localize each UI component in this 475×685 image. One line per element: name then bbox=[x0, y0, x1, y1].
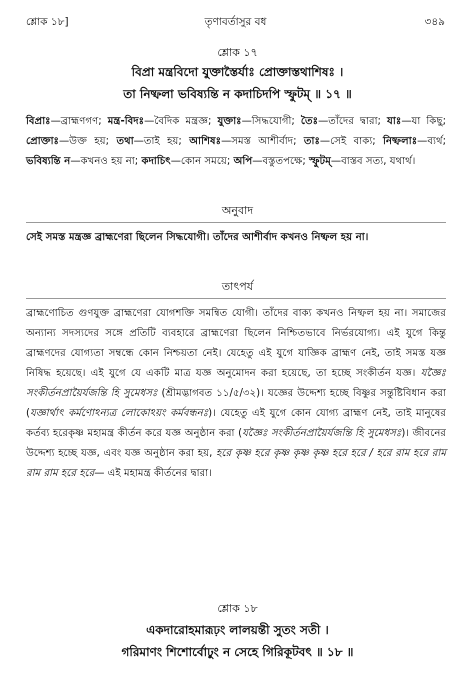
verse-17-number: শ্লোক ১৭ bbox=[217, 46, 258, 59]
synonym-meaning: —সেই বাক্য; bbox=[319, 136, 384, 147]
purport-segment: (শ্রীমদ্ভাগবত ১১/৫/৩২)। যজ্ঞের উদ্দেশ্য হচ্ছে বিষ্ণুর সন্তুষ্টিবিধান করা ( bbox=[26, 388, 447, 419]
verse-17-line-1: বিপ্রা মন্ত্রবিদো যুক্তাস্তৈর্যাঃ প্রোক্তাস্তথাশিষঃ । bbox=[131, 65, 344, 79]
purport-quote: যজ্ঞার্থাৎ কর্মণোঽন্যত্র লোকোঽয়ং কর্মবন্ধনঃ bbox=[29, 408, 209, 419]
purport-quote: যজ্ঞৈঃ সংকীর্তনপ্রায়ৈর্যজন্তি হি সুমেধসঃ bbox=[26, 368, 446, 399]
synonym-word: তৈঃ bbox=[300, 116, 319, 127]
translation-text: সেই সমস্ত মন্ত্রজ্ঞ ব্রাহ্মণেরা ছিলেন সিদ্ধযোগী। তাঁদের আশীর্বাদ কখনও নিষ্ফল হয় না। bbox=[26, 232, 369, 243]
synonym-word: প্রোক্তাঃ bbox=[26, 136, 59, 147]
purport-quote: যজ্ঞৈঃ সংকীর্তনপ্রায়ৈর্যজন্তি হি সুমেধসঃ bbox=[242, 428, 402, 439]
synonym-meaning: —কোন সময়ে; bbox=[170, 156, 234, 167]
synonym-word: কদাচিৎ bbox=[141, 156, 171, 167]
synonyms-block bbox=[26, 112, 446, 172]
synonym-word: নিষ্ফলাঃ bbox=[383, 136, 418, 147]
synonym-meaning: —ব্যর্থ; bbox=[417, 136, 446, 147]
purport-text bbox=[26, 304, 446, 484]
synonym-word: অপি bbox=[233, 156, 253, 167]
purport-mahamantra: হরে কৃষ্ণ হরে কৃষ্ণ কৃষ্ণ কৃষ্ণ হরে হরে / হরে রাম হরে রাম রাম রাম হরে হরে bbox=[26, 448, 446, 479]
synonym-word: যাঃ bbox=[387, 116, 402, 127]
purport-segment: — এই মহামন্ত্র কীর্তনের দ্বারা। bbox=[94, 468, 212, 479]
translation-heading: অনুবাদ bbox=[221, 204, 254, 217]
running-header bbox=[26, 14, 445, 32]
synonym-word: তাঃ bbox=[303, 136, 320, 147]
synonym-meaning: —ব্রাহ্মণগণ; bbox=[50, 116, 108, 127]
purport-segment: )। জীবনের উদ্দেশ্য হচ্ছে যজ্ঞ, এবং যজ্ঞ অনুষ্ঠান করা হয়, bbox=[26, 428, 446, 459]
synonym-word: ভবিষ্যন্তি ন bbox=[26, 156, 71, 167]
synonym-word: যুক্তাঃ bbox=[217, 116, 242, 127]
synonym-meaning: —বাস্তব সত্য, যথার্থ। bbox=[330, 156, 416, 167]
synonym-meaning: —তাঁদের দ্বারা; bbox=[318, 116, 388, 127]
synonym-meaning: —কখনও হয় না; bbox=[70, 156, 142, 167]
verse-18-number: শ্লোক ১৮ bbox=[217, 602, 258, 615]
synonym-meaning: —সমস্ত আশীর্বাদ; bbox=[221, 136, 304, 147]
synonym-word: স্ফুটম্‌ bbox=[309, 156, 331, 167]
verse-18-line-1: একদারোহমারূঢ়ং লালয়ন্তী সুতং সতী । bbox=[146, 623, 329, 637]
synonym-word: তথা bbox=[116, 136, 134, 147]
section-divider bbox=[26, 298, 446, 299]
synonym-word: মন্ত্র-বিদঃ bbox=[107, 116, 145, 127]
synonym-meaning: —বৈদিক মন্ত্রজ্ঞ; bbox=[144, 116, 218, 127]
synonym-meaning: —যা কিছু; bbox=[401, 116, 447, 127]
synonym-meaning: —সিদ্ধযোগী; bbox=[241, 116, 301, 127]
section-divider bbox=[26, 222, 446, 223]
synonym-word: বিপ্রাঃ bbox=[26, 116, 51, 127]
synonym-word: আশিষঃ bbox=[189, 136, 222, 147]
verse-18-line-2: গরিমাণং শিশোর্বোঢ়ুং ন সেহে গিরিকূটবৎ ॥ ১৮ ॥ bbox=[121, 645, 354, 659]
header-left: শ্লোক ১৮] bbox=[26, 15, 69, 28]
header-title: তৃণাবর্তাসুর বধ bbox=[204, 15, 267, 28]
synonym-meaning: —উক্ত হয়; bbox=[58, 136, 117, 147]
synonym-meaning: —বস্তুতপক্ষে; bbox=[252, 156, 310, 167]
synonym-meaning: —তাই হয়; bbox=[133, 136, 190, 147]
verse-17-line-2: তা নিষ্ফলা ভবিষ্যন্তি ন কদাচিদপি স্ফুটম্‌ ॥ ১৭ ॥ bbox=[123, 87, 352, 101]
page-number: ৩৪৯ bbox=[424, 15, 445, 28]
purport-segment: ব্রাহ্মণোচিত গুণযুক্ত ব্রাহ্মণেরা যোগশক্তি সমন্বিত যোগী। তাঁদের বাক্য কখনও নিষ্ফল হয় না। সমাজের অন্যান্য সদস্যদের সঙ্গে প্রতিটি ব্যবহারে ব্রাহ্মণেরা ছিলেন নিশ্চিতভাবে নির্ভরযোগ্য। এই যুগে কিন্তু ব্রাহ্মণদের যোগ্যতা সম্বন্ধে কোন নিশ্চয়তা নেই। যেহেতু এই যুগে যাজ্ঞিক ব্রাহ্মণ নেই, তাই সমস্ত যজ্ঞ নিষিদ্ধ হয়েছে। এই যুগে যে একটি মাত্র যজ্ঞ অনুমোদন করা হয়েছে, তা হচ্ছে সংকীর্তন যজ্ঞ। bbox=[26, 308, 446, 379]
purport-heading: তাৎপর্য bbox=[221, 280, 254, 293]
purport-segment: )। যেহেতু এই যুগে কোন যোগ্য ব্রাহ্মণ নেই, তাই মানুষের কর্তব্য হরেকৃষ্ণ মহামন্ত্র কীর্তন করে যজ্ঞ অনুষ্ঠান করা ( bbox=[26, 408, 446, 439]
